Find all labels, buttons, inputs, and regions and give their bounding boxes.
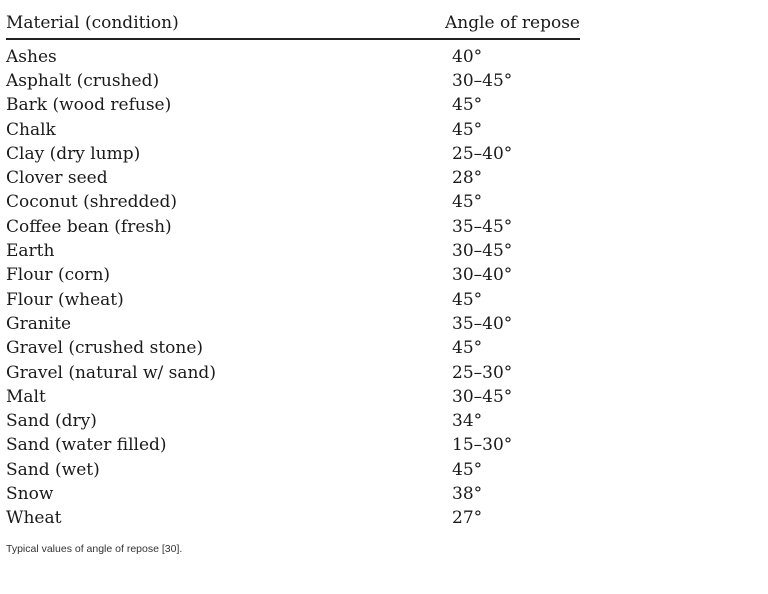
material-cell: Sand (dry): [6, 411, 97, 432]
material-cell: Sand (water filled): [6, 435, 167, 456]
table-row: [6, 215, 580, 239]
material-cell: Coffee bean (fresh): [6, 216, 172, 237]
angle-cell: 45°: [452, 95, 483, 116]
header-material: Material (condition): [6, 13, 179, 33]
angle-cell: 35–45°: [452, 216, 513, 237]
table-row: [6, 361, 580, 385]
angle-cell: 45°: [452, 338, 483, 359]
table-row: [6, 288, 580, 312]
material-cell: Earth: [6, 241, 55, 262]
table-row: [6, 118, 580, 142]
table-row: [6, 409, 580, 433]
table-row: [6, 434, 580, 458]
material-cell: Chalk: [6, 119, 56, 140]
material-cell: Sand (wet): [6, 459, 100, 480]
table-row: [6, 264, 580, 288]
material-cell: Clay (dry lump): [6, 143, 141, 164]
material-cell: Clover seed: [6, 168, 108, 189]
angle-cell: 38°: [452, 483, 483, 504]
angle-cell: 34°: [452, 411, 483, 432]
table-row: [6, 166, 580, 190]
table-body: [6, 40, 580, 531]
table-caption: Typical values of angle of repose [30].: [6, 543, 183, 555]
table-row: [6, 385, 580, 409]
material-cell: Wheat: [6, 508, 62, 529]
material-cell: Malt: [6, 386, 46, 407]
table-row: [6, 45, 580, 69]
material-cell: Gravel (natural w/ sand): [6, 362, 216, 383]
material-cell: Flour (wheat): [6, 289, 124, 310]
angle-cell: 35–40°: [452, 313, 513, 334]
table-row: [6, 458, 580, 482]
table-row: [6, 507, 580, 531]
angle-cell: 45°: [452, 289, 483, 310]
table-row: [6, 142, 580, 166]
material-cell: Gravel (crushed stone): [6, 338, 204, 359]
table-row: [6, 239, 580, 263]
table-row: [6, 312, 580, 336]
angle-cell: 15–30°: [452, 435, 513, 456]
table-row: [6, 337, 580, 361]
angle-cell: 45°: [452, 119, 483, 140]
material-cell: Snow: [6, 483, 54, 504]
angle-of-repose-table: [6, 8, 580, 531]
angle-cell: 45°: [452, 192, 483, 213]
angle-cell: 45°: [452, 459, 483, 480]
material-cell: Asphalt (crushed): [6, 70, 160, 91]
angle-cell: 25–40°: [452, 143, 513, 164]
angle-cell: 27°: [452, 508, 483, 529]
material-cell: Coconut (shredded): [6, 192, 177, 213]
table-row: [6, 482, 580, 506]
table-row: [6, 191, 580, 215]
table-header: [6, 8, 580, 40]
material-cell: Flour (corn): [6, 265, 111, 286]
angle-cell: 28°: [452, 168, 483, 189]
material-cell: Ashes: [6, 46, 57, 67]
table-row: [6, 69, 580, 93]
angle-cell: 30–45°: [452, 386, 513, 407]
header-angle: Angle of repose: [444, 13, 580, 33]
material-cell: Bark (wood refuse): [6, 95, 172, 116]
angle-cell: 30–45°: [452, 70, 513, 91]
angle-cell: 25–30°: [452, 362, 513, 383]
angle-cell: 30–40°: [452, 265, 513, 286]
angle-cell: 30–45°: [452, 241, 513, 262]
material-cell: Granite: [6, 313, 72, 334]
table-row: [6, 94, 580, 118]
angle-cell: 40°: [452, 46, 483, 67]
